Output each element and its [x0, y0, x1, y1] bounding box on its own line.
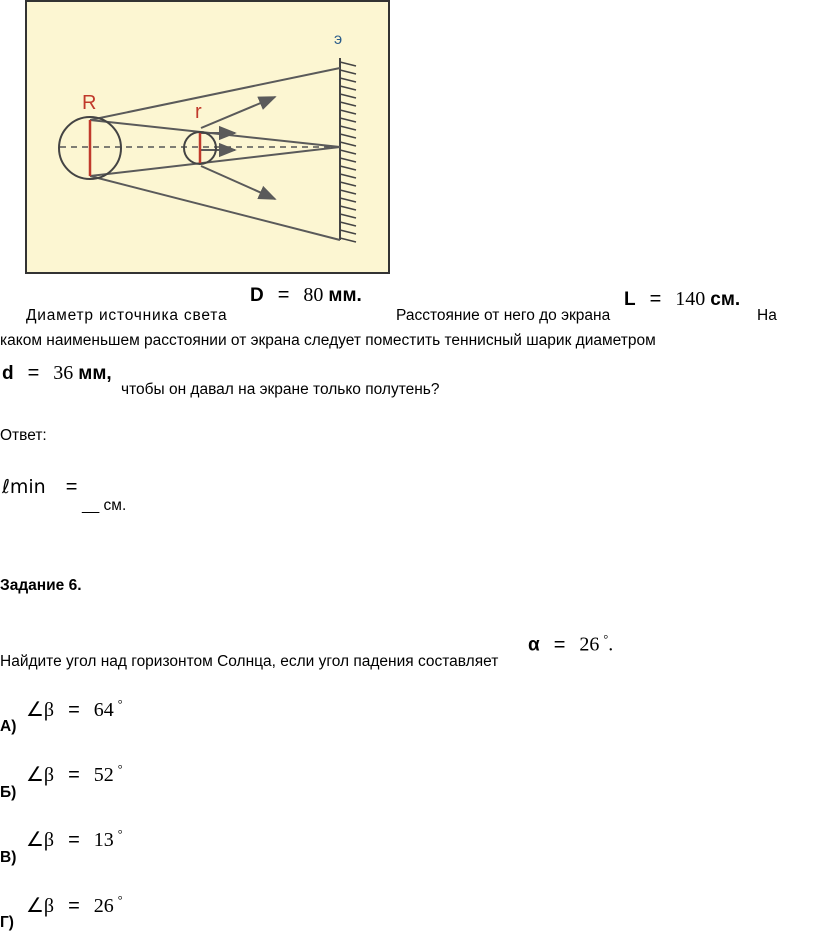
- option-c-letter[interactable]: В): [0, 849, 17, 866]
- label-R: R: [82, 92, 97, 114]
- option-b-formula: ∠β = 52 °: [26, 762, 123, 786]
- text-source-diameter: Диаметр источника света: [26, 307, 228, 324]
- shadow-diagram: [25, 0, 391, 276]
- var-D: D: [250, 285, 264, 306]
- option-d-formula: ∠β = 26 °: [26, 893, 123, 917]
- formula-L: L = 140 см.: [624, 288, 741, 310]
- text-distance: Расстояние от него до экрана: [396, 307, 611, 324]
- text-na: На: [757, 307, 777, 324]
- text-penumbra: чтобы он давал на экране только полутень?: [121, 381, 440, 398]
- value-D: 80: [303, 284, 324, 306]
- formula-alpha: α = 26 °.: [528, 632, 614, 656]
- option-a-formula: ∠β = 64 °: [26, 697, 123, 721]
- label-screen: э: [334, 31, 343, 48]
- option-b-letter[interactable]: Б): [0, 784, 17, 801]
- task6-question: Найдите угол над горизонтом Солнца, если угол падения составляет: [0, 653, 499, 670]
- answer-label: Ответ:: [0, 427, 47, 444]
- formula-D: D = 80 мм.: [250, 284, 362, 306]
- option-d-letter[interactable]: Г): [0, 914, 14, 931]
- option-c-formula: ∠β = 13 °: [26, 827, 123, 851]
- formula-d: d = 36 мм,: [2, 362, 112, 384]
- answer-blank[interactable]: __ см.: [82, 497, 127, 514]
- label-r: r: [195, 101, 202, 123]
- text-question-line: каком наименьшем расстоянии от экрана следует поместить теннисный шарик диаметром: [0, 332, 656, 349]
- task6-title: Задание 6.: [0, 577, 82, 594]
- formula-lmin: ℓmin =: [2, 476, 78, 498]
- option-a-letter[interactable]: А): [0, 718, 17, 735]
